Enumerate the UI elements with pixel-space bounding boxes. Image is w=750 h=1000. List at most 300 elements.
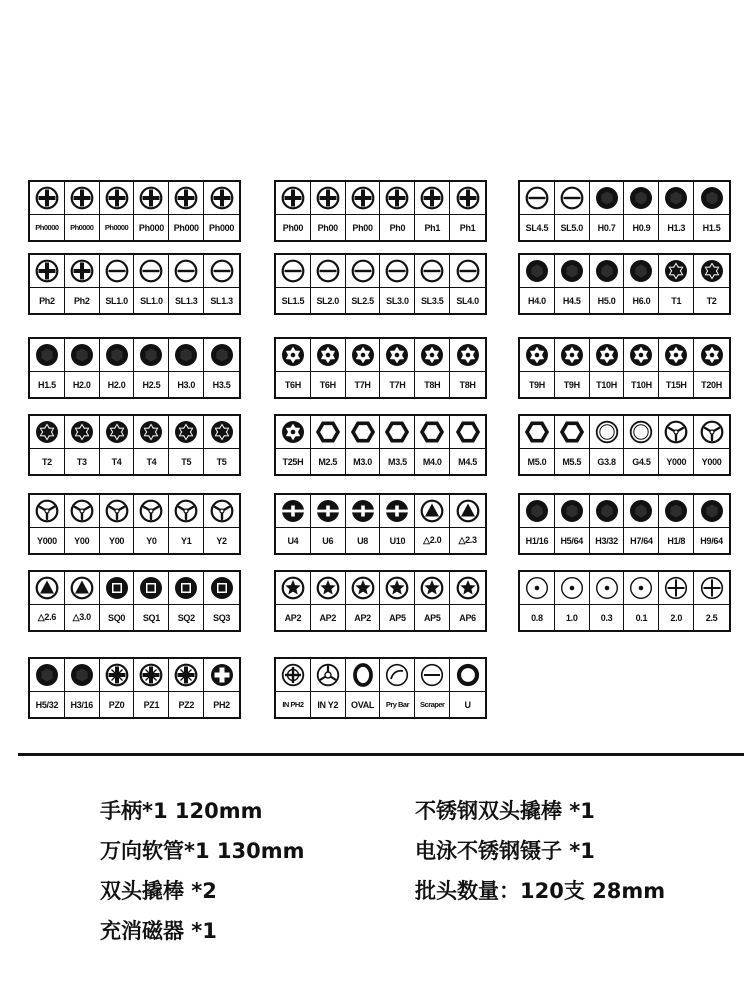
hex-icon: [105, 343, 129, 367]
bit-size-label: H7/64: [624, 528, 659, 553]
pozi-icon: [105, 663, 129, 687]
bit-size-label: T10H: [590, 372, 625, 397]
torx-security-icon: [595, 343, 619, 367]
bit-icon-cell: [30, 572, 65, 605]
bit-size-label: H0.9: [624, 215, 659, 240]
bit-size-label: H0.7: [590, 215, 625, 240]
bit-size-label: Ph000: [209, 222, 235, 233]
bit-size-label: Y1: [169, 528, 204, 553]
note-steel-pry-bar: 不锈钢双头撬棒 *1: [415, 799, 595, 823]
bit-icon-cell: [694, 255, 729, 288]
bit-size-label: SL1.5: [276, 288, 311, 313]
bit-size-label: M3.0: [346, 449, 381, 474]
bit-size-label: T4: [134, 449, 169, 474]
u-shape-icon: [351, 499, 375, 523]
note-pry-bar: 双头撬棒 *2: [100, 879, 217, 903]
torx-security-icon: [629, 343, 653, 367]
bit-icon-cell: [65, 495, 100, 528]
bit-size-label: SQ0: [100, 605, 135, 630]
bit-size-label: H1/8: [659, 528, 694, 553]
star-pentalobe-icon: [420, 576, 444, 600]
bit-icon-cell: [380, 255, 415, 288]
bit-icon-cell: [415, 416, 450, 449]
bit-size-label: SL4.0: [456, 295, 479, 306]
oval-icon: [351, 663, 375, 687]
u-shape-icon: [316, 499, 340, 523]
bit-size-label: H2.0: [100, 372, 135, 397]
triangle-icon: [35, 576, 59, 600]
bit-size-label: T10H: [624, 372, 659, 397]
accessory-list-left: [100, 797, 305, 957]
bit-icon-cell: [555, 572, 590, 605]
bit-icon-cell: [694, 416, 729, 449]
bit-size-label: T15H: [659, 372, 694, 397]
bit-size-label: Ph1: [415, 215, 450, 240]
bit-block-b42: [518, 493, 731, 555]
bit-size-label: SQ1: [134, 605, 169, 630]
star-pentalobe-icon: [281, 576, 305, 600]
bit-icon-cell: [276, 572, 311, 605]
bit-icon-cell: [100, 339, 135, 372]
phillips-icon: [139, 186, 163, 210]
torx-star-icon: [174, 420, 198, 444]
bit-icon-cell: [590, 255, 625, 288]
bit-icon-cell: [204, 416, 239, 449]
bit-block-b61: [274, 657, 487, 719]
bit-size-label: T9H: [555, 372, 590, 397]
divider-line: [18, 753, 744, 756]
phillips-icon: [210, 186, 234, 210]
ring-hex-icon: [420, 420, 444, 444]
bit-icon-cell: [169, 182, 204, 215]
bit-size-label: H3/32: [590, 528, 625, 553]
bit-size-label: H5/32: [30, 692, 65, 717]
bit-icon-cell: [30, 416, 65, 449]
torx-security-icon: [420, 343, 444, 367]
phillips-icon: [316, 186, 340, 210]
bit-size-label: H2.0: [65, 372, 100, 397]
bit-icon-cell: [415, 255, 450, 288]
bit-size-label: IN PH2: [276, 692, 311, 717]
bit-block-b41: [274, 493, 487, 555]
bit-block-b40: [28, 493, 241, 555]
phillips-icon: [420, 186, 444, 210]
bit-icon-cell: [134, 572, 169, 605]
torx-security-icon: [281, 420, 305, 444]
bit-icon-cell: [169, 255, 204, 288]
bit-block-b02: [518, 180, 731, 242]
bit-icon-cell: [276, 255, 311, 288]
bit-block-b51: [274, 570, 487, 632]
bit-icon-cell: [134, 495, 169, 528]
bit-size-label: M5.5: [555, 449, 590, 474]
bit-icon-cell: [659, 182, 694, 215]
bit-size-label: T7H: [380, 372, 415, 397]
bit-size-label: H9/64: [700, 535, 723, 546]
bit-icon-cell: [204, 182, 239, 215]
square-icon: [174, 576, 198, 600]
bit-block-b31: [274, 414, 487, 476]
bit-size-label: U4: [276, 528, 311, 553]
torx-security-icon: [281, 343, 305, 367]
bit-size-label: T20H: [701, 379, 722, 390]
phillips-icon: [35, 259, 59, 283]
bit-size-label: Ph000: [134, 215, 169, 240]
phillips-icon: [35, 186, 59, 210]
bit-size-label: M4.5: [458, 456, 477, 467]
bit-size-label: Y2: [216, 535, 227, 546]
phillips-icon: [385, 186, 409, 210]
square-icon: [139, 576, 163, 600]
star-pentalobe-icon: [351, 576, 375, 600]
bit-icon-cell: [694, 572, 729, 605]
bit-icon-cell: [276, 495, 311, 528]
bit-icon-cell: [520, 495, 555, 528]
note-tweezers: 电泳不锈钢镊子 *1: [415, 839, 595, 863]
bit-icon-cell: [450, 416, 485, 449]
slot-icon: [316, 259, 340, 283]
bit-size-label: H1.5: [702, 222, 721, 233]
square-icon: [105, 576, 129, 600]
ring-hex-icon: [385, 420, 409, 444]
bit-icon-cell: [555, 416, 590, 449]
bit-size-label: SL3.5: [415, 288, 450, 313]
torx-star-icon: [35, 420, 59, 444]
bit-size-label: T4: [100, 449, 135, 474]
slot-icon: [560, 186, 584, 210]
bit-size-label: △2.6: [30, 605, 65, 630]
bit-size-label: Ph2: [65, 288, 100, 313]
slot-icon: [174, 259, 198, 283]
bit-size-label: T5: [169, 449, 204, 474]
tri-wing-icon: [210, 499, 234, 523]
bit-size-label: IN Y2: [311, 692, 346, 717]
bit-icon-cell: [65, 572, 100, 605]
hex-icon: [560, 259, 584, 283]
bit-size-label: T8H: [415, 372, 450, 397]
bit-block-b60: [28, 657, 241, 719]
bit-icon-cell: [346, 495, 381, 528]
bit-icon-cell: [169, 572, 204, 605]
bit-size-label: 2.0: [659, 605, 694, 630]
bit-size-label: Y0: [134, 528, 169, 553]
bit-size-label: G3.8: [590, 449, 625, 474]
pry-bar-icon: [385, 663, 409, 687]
bit-size-label: SL2.0: [311, 288, 346, 313]
bit-size-label: Ph2: [30, 288, 65, 313]
torx-security-icon: [700, 343, 724, 367]
star-pentalobe-icon: [385, 576, 409, 600]
hex-icon: [174, 343, 198, 367]
hex-icon: [210, 343, 234, 367]
bit-icon-cell: [204, 495, 239, 528]
bit-icon-cell: [100, 572, 135, 605]
slot-icon: [139, 259, 163, 283]
slot-icon: [105, 259, 129, 283]
bit-icon-cell: [204, 659, 239, 692]
tri-wing-icon: [700, 420, 724, 444]
dot-icon: [629, 576, 653, 600]
star-pentalobe-icon: [456, 576, 480, 600]
bit-size-label: H6.0: [624, 288, 659, 313]
bit-block-b22: [518, 337, 731, 399]
bit-icon-cell: [624, 495, 659, 528]
bit-icon-cell: [311, 339, 346, 372]
bit-icon-cell: [590, 416, 625, 449]
slot-icon: [210, 259, 234, 283]
bit-size-label: PH2: [213, 699, 230, 710]
bit-block-b50: [28, 570, 241, 632]
bit-size-label: Ph00: [311, 215, 346, 240]
bit-icon-cell: [659, 572, 694, 605]
bit-icon-cell: [450, 339, 485, 372]
bit-icon-cell: [346, 339, 381, 372]
hex-icon: [560, 499, 584, 523]
hex-icon: [35, 663, 59, 687]
dot-icon: [560, 576, 584, 600]
bit-icon-cell: [380, 659, 415, 692]
phillips-icon: [105, 186, 129, 210]
bit-icon-cell: [100, 659, 135, 692]
bit-block-b52: [518, 570, 731, 632]
tri-wing-icon: [174, 499, 198, 523]
bit-icon-cell: [659, 495, 694, 528]
ring-hex-icon: [560, 420, 584, 444]
bit-size-label: U: [464, 699, 471, 710]
bit-block-b32: [518, 414, 731, 476]
bit-icon-cell: [380, 416, 415, 449]
bit-size-label: 1.0: [555, 605, 590, 630]
bit-size-label: Scraper: [415, 692, 450, 717]
ring-hex-icon: [351, 420, 375, 444]
bit-icon-cell: [346, 416, 381, 449]
bit-size-label: Ph00: [346, 215, 381, 240]
slot-icon: [281, 259, 305, 283]
bit-icon-cell: [30, 255, 65, 288]
bit-icon-cell: [624, 572, 659, 605]
hex-icon: [595, 259, 619, 283]
hex-icon: [700, 499, 724, 523]
bit-icon-cell: [276, 339, 311, 372]
triangle-icon: [456, 499, 480, 523]
bit-size-label: T6H: [311, 372, 346, 397]
scraper-icon: [420, 663, 444, 687]
bit-size-label: H1/16: [520, 528, 555, 553]
bit-icon-cell: [100, 255, 135, 288]
bit-icon-cell: [30, 339, 65, 372]
bit-block-b10: [28, 253, 241, 315]
bit-size-label: Y000: [659, 449, 694, 474]
bit-size-label: T9H: [520, 372, 555, 397]
bit-icon-cell: [590, 572, 625, 605]
bit-size-label: PZ0: [100, 692, 135, 717]
note-flex-shaft: 万向软管*1 130mm: [100, 839, 305, 863]
torx-security-icon: [385, 343, 409, 367]
bit-icon-cell: [346, 572, 381, 605]
bit-icon-cell: [311, 495, 346, 528]
bit-icon-cell: [659, 255, 694, 288]
bit-icon-cell: [555, 339, 590, 372]
bit-size-label: PZ2: [169, 692, 204, 717]
phillips-icon: [174, 186, 198, 210]
ring-thin-icon: [595, 420, 619, 444]
bit-size-label: SL1.0: [134, 288, 169, 313]
bit-size-label: G4.5: [624, 449, 659, 474]
bit-size-label: H3.0: [169, 372, 204, 397]
bit-icon-cell: [659, 339, 694, 372]
bit-icon-cell: [450, 182, 485, 215]
bit-size-label: 0.1: [624, 605, 659, 630]
phillips-bold-icon: [210, 663, 234, 687]
bit-icon-cell: [311, 416, 346, 449]
bit-icon-cell: [380, 339, 415, 372]
hex-icon: [595, 499, 619, 523]
note-bit-count: 批头数量：120支 28mm: [415, 879, 666, 903]
hex-icon: [139, 343, 163, 367]
bit-size-label: AP2: [311, 605, 346, 630]
triangle-icon: [420, 499, 444, 523]
bit-size-label: Ph000: [169, 215, 204, 240]
bit-size-label: U10: [380, 528, 415, 553]
torx-security-icon: [316, 343, 340, 367]
phillips-icon: [70, 186, 94, 210]
bit-icon-cell: [415, 339, 450, 372]
bit-icon-cell: [134, 659, 169, 692]
bit-icon-cell: [30, 659, 65, 692]
ring-hex-icon: [525, 420, 549, 444]
bit-size-label: SQ2: [169, 605, 204, 630]
hex-icon: [629, 259, 653, 283]
bit-icon-cell: [415, 182, 450, 215]
bit-block-b00: [28, 180, 241, 242]
torx-star-icon: [210, 420, 234, 444]
bit-icon-cell: [520, 416, 555, 449]
tri-wing-icon: [139, 499, 163, 523]
bit-icon-cell: [134, 339, 169, 372]
bit-icon-cell: [624, 182, 659, 215]
bit-size-label: T7H: [346, 372, 381, 397]
bit-icon-cell: [380, 182, 415, 215]
bit-icon-cell: [134, 416, 169, 449]
u-shape-icon: [281, 499, 305, 523]
square-icon: [210, 576, 234, 600]
bit-size-label: T8H: [459, 379, 476, 390]
phillips-icon: [281, 186, 305, 210]
torx-security-icon: [525, 343, 549, 367]
bit-size-label: SL2.5: [346, 288, 381, 313]
hex-icon: [664, 499, 688, 523]
bit-size-label: H5/64: [555, 528, 590, 553]
bit-size-label: Y00: [100, 528, 135, 553]
bit-icon-cell: [134, 182, 169, 215]
bit-icon-cell: [100, 495, 135, 528]
hex-icon: [525, 259, 549, 283]
slot-icon: [525, 186, 549, 210]
bit-size-label: H3.5: [212, 379, 231, 390]
hex-icon: [35, 343, 59, 367]
bit-icon-cell: [694, 339, 729, 372]
magnet-ring-icon: [456, 663, 480, 687]
pozi-icon: [174, 663, 198, 687]
bit-size-label: AP2: [276, 605, 311, 630]
hex-icon: [664, 186, 688, 210]
bit-icon-cell: [30, 495, 65, 528]
bit-size-label: H5.0: [590, 288, 625, 313]
bit-icon-cell: [311, 182, 346, 215]
bit-icon-cell: [204, 572, 239, 605]
bit-icon-cell: [169, 495, 204, 528]
bit-icon-cell: [590, 339, 625, 372]
bit-size-label: H2.5: [134, 372, 169, 397]
bit-icon-cell: [169, 416, 204, 449]
bit-size-label: Ph0000: [100, 215, 135, 240]
bit-icon-cell: [204, 339, 239, 372]
bit-icon-cell: [415, 659, 450, 692]
hex-icon: [525, 499, 549, 523]
bit-icon-cell: [555, 255, 590, 288]
bit-icon-cell: [590, 182, 625, 215]
bit-size-label: M4.0: [415, 449, 450, 474]
bit-block-b21: [274, 337, 487, 399]
bit-icon-cell: [169, 659, 204, 692]
bit-size-label: SL4.5: [520, 215, 555, 240]
bit-icon-cell: [65, 416, 100, 449]
bit-size-label: △2.3: [458, 535, 477, 545]
torx-security-icon: [351, 343, 375, 367]
accessory-list-right: [415, 797, 665, 917]
dot-icon: [525, 576, 549, 600]
slot-icon: [351, 259, 375, 283]
bit-block-b11: [274, 253, 487, 315]
bit-icon-cell: [694, 495, 729, 528]
bit-size-label: H4.5: [555, 288, 590, 313]
ring-thin-icon: [629, 420, 653, 444]
phillips-icon: [351, 186, 375, 210]
hex-icon: [70, 663, 94, 687]
note-magnetizer: 充消磁器 *1: [100, 919, 217, 943]
bit-icon-cell: [65, 659, 100, 692]
bit-icon-cell: [624, 416, 659, 449]
bit-size-label: T6H: [276, 372, 311, 397]
bit-size-label: H1.3: [659, 215, 694, 240]
bit-size-label: AP5: [415, 605, 450, 630]
bit-icon-cell: [380, 495, 415, 528]
bit-icon-cell: [346, 255, 381, 288]
bit-icon-cell: [311, 255, 346, 288]
bit-size-label: 0.3: [590, 605, 625, 630]
bit-size-label: U6: [311, 528, 346, 553]
star-pentalobe-icon: [316, 576, 340, 600]
note-handle: 手柄*1 120mm: [100, 799, 263, 823]
bit-size-label: SL1.3: [210, 295, 233, 306]
bit-size-label: T3: [65, 449, 100, 474]
bit-size-label: M3.5: [380, 449, 415, 474]
bit-icon-cell: [694, 182, 729, 215]
slot-icon: [456, 259, 480, 283]
bit-icon-cell: [450, 255, 485, 288]
bit-icon-cell: [204, 255, 239, 288]
bit-size-label: 0.8: [520, 605, 555, 630]
tri-wing-icon: [105, 499, 129, 523]
bit-icon-cell: [380, 572, 415, 605]
bit-icon-cell: [169, 339, 204, 372]
pozi-icon: [139, 663, 163, 687]
bit-icon-cell: [450, 495, 485, 528]
bit-icon-cell: [555, 182, 590, 215]
hex-icon: [700, 186, 724, 210]
bit-icon-cell: [346, 182, 381, 215]
phillips-icon: [456, 186, 480, 210]
